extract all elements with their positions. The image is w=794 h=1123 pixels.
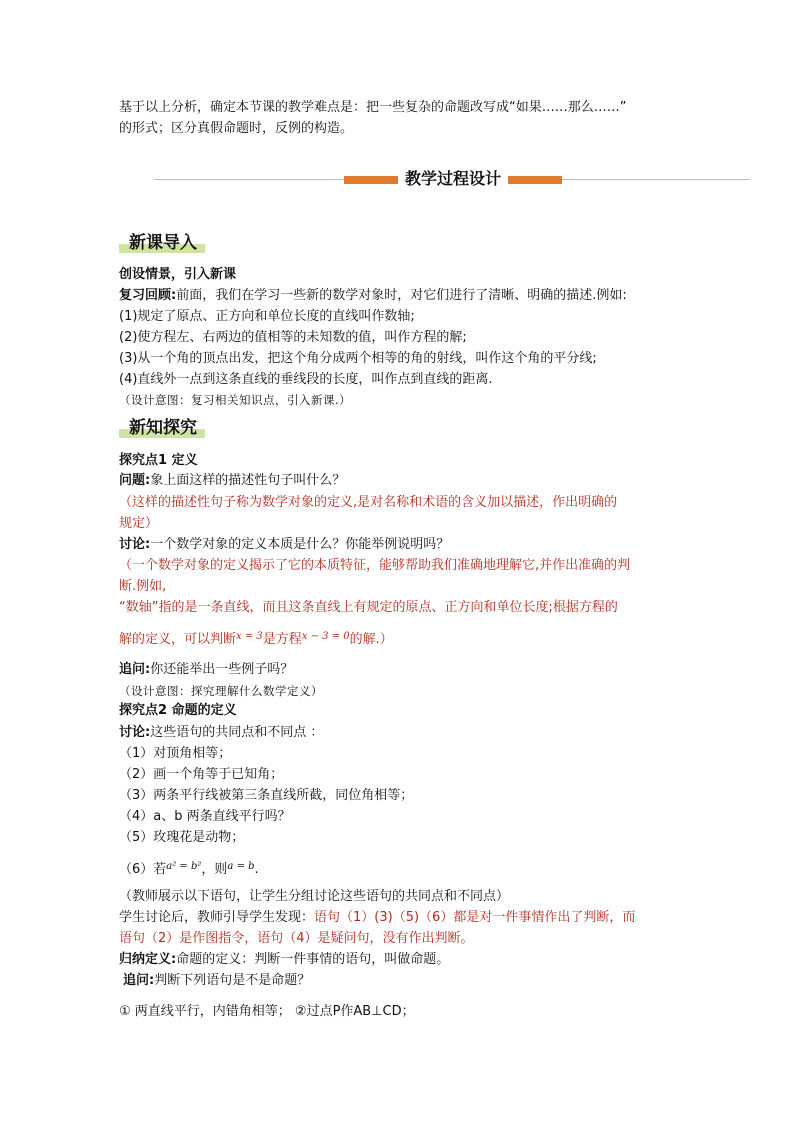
review-line bbox=[119, 286, 627, 306]
review-item: (4)直线外一点到这条直线的垂线段的长度，叫作点到直线的距离. bbox=[119, 372, 493, 387]
question-text: 象上面这样的描述性句子叫什么？ bbox=[150, 473, 346, 488]
follow-up-2-text: 判断下列语句是不是命题？ bbox=[154, 973, 311, 988]
review-item: (1)规定了原点、正方向和单位长度的直线叫作数轴; bbox=[119, 309, 415, 324]
banner-bar-left bbox=[344, 176, 398, 184]
discuss-text: 一个数学对象的定义本质是什么？你能举例说明吗？ bbox=[150, 537, 450, 552]
point1-title: 探究点1 定义 bbox=[119, 453, 198, 468]
finding-line-1 bbox=[119, 908, 635, 928]
answer-2-line-4 bbox=[119, 627, 393, 650]
statement-item: （5）玫瑰花是动物； bbox=[119, 830, 245, 845]
answer-2-line-2: 断.例如, bbox=[119, 579, 167, 594]
statement-6-text-a: （6）若 bbox=[119, 862, 167, 877]
discuss-2-text: 这些语句的共同点和不同点 ： bbox=[150, 725, 324, 740]
point2-title: 探究点2 命题的定义 bbox=[119, 703, 237, 718]
finding-line-2: 语句（2）是作图指令，语句（4）是疑问句，没有作出判断。 bbox=[119, 931, 474, 946]
finding-text-b: 语句（1）(3)（5)（6）都是对一件事情作出了判断，而 bbox=[314, 910, 636, 925]
math-a-equals-b: a = b bbox=[227, 861, 255, 872]
review-text: 前面，我们在学习一些新的数学对象时，对它们进行了清晰、明确的描述.例如: bbox=[176, 288, 627, 303]
heading-new-knowledge: 新知探究 bbox=[119, 417, 205, 439]
intro-line-2: 的形式；区分真假命题时，反例的构造。 bbox=[119, 121, 354, 136]
statement-item-6 bbox=[119, 857, 259, 880]
follow-up-label: 追问: bbox=[119, 662, 151, 677]
banner-bar-right bbox=[508, 176, 562, 184]
exercise-line: ① 两直线平行，内错角相等； ②过点P作AB⊥CD； bbox=[119, 1004, 415, 1019]
review-item: (2)使方程左、右两边的值相等的未知数的值，叫作方程的解; bbox=[119, 330, 467, 345]
question-label: 问题: bbox=[119, 473, 151, 488]
statement-item: （2）画一个角等于已知角； bbox=[119, 767, 284, 782]
subtitle-scenario: 创设情景，引入新课 bbox=[119, 267, 237, 282]
follow-up-line bbox=[119, 660, 293, 680]
math-a2-b2: a² = b² bbox=[166, 861, 202, 872]
heading-new-lesson: 新课导入 bbox=[119, 232, 205, 254]
math-equation: x − 3 = 0 bbox=[301, 631, 350, 642]
discuss-2-line bbox=[119, 723, 323, 743]
answer-2-line-3: “数轴”指的是一条直线，而且这条直线上有规定的原点、正方向和单位长度;根据方程的 bbox=[119, 600, 618, 615]
design-note-2: （设计意图：探究理解什么数学定义） bbox=[119, 684, 323, 698]
follow-up-2-line bbox=[123, 971, 310, 991]
teacher-note: （教师展示以下语句，让学生分组讨论这些语句的共同点和不同点） bbox=[119, 889, 510, 904]
math-x-equals-3: x = 3 bbox=[236, 631, 263, 642]
statement-item: （4）a、b 两条直线平行吗？ bbox=[119, 809, 291, 824]
banner-title: 教学过程设计 bbox=[404, 169, 501, 188]
intro-line-1: 基于以上分析，确定本节课的教学难点是：把一些复杂的命题改写成“如果……那么……” bbox=[119, 100, 627, 115]
statement-6-text-b: ，则 bbox=[201, 862, 228, 877]
answer-2-line-1: （一个数学对象的定义揭示了它的本质特征，能够帮助我们准确地理解它,并作出准确的判 bbox=[119, 558, 631, 573]
summary-label: 归纳定义: bbox=[119, 952, 177, 967]
review-item: (3)从一个角的顶点出发，把这个角分成两个相等的角的射线，叫作这个角的平分线; bbox=[119, 351, 597, 366]
banner-rule-left bbox=[154, 179, 344, 180]
answer-1-line-2: 规定） bbox=[119, 516, 159, 531]
discuss-2-label: 讨论: bbox=[119, 725, 151, 740]
answer-2-text-a: 解的定义，可以判断 bbox=[119, 632, 237, 647]
statement-item: （1）对顶角相等； bbox=[119, 746, 232, 761]
discuss-line bbox=[119, 535, 449, 555]
discuss-label: 讨论: bbox=[119, 537, 151, 552]
review-label: 复习回顾: bbox=[119, 288, 177, 303]
statement-6-text-c: . bbox=[254, 862, 259, 877]
question-line bbox=[119, 471, 345, 491]
answer-1-line-1: （这样的描述性句子称为数学对象的定义,是对名称和术语的含义加以描述，作出明确的 bbox=[119, 495, 618, 510]
answer-2-text-b: 是方程 bbox=[262, 632, 302, 647]
follow-up-text: 你还能举出一些例子吗？ bbox=[150, 662, 294, 677]
banner-rule-right bbox=[562, 179, 750, 180]
summary-line bbox=[119, 950, 449, 970]
design-note: （设计意图：复习相关知识点，引入新课.） bbox=[119, 393, 352, 407]
answer-2-text-c: 的解.） bbox=[349, 632, 393, 647]
summary-text: 命题的定义：判断一件事情的语句，叫做命题。 bbox=[176, 952, 450, 967]
statement-item: （3）两条平行线被第三条直线所截，同位角相等； bbox=[119, 788, 414, 803]
follow-up-2-label: 追问: bbox=[123, 973, 155, 988]
finding-text-a: 学生讨论后，教师引导学生发现： bbox=[119, 910, 315, 925]
